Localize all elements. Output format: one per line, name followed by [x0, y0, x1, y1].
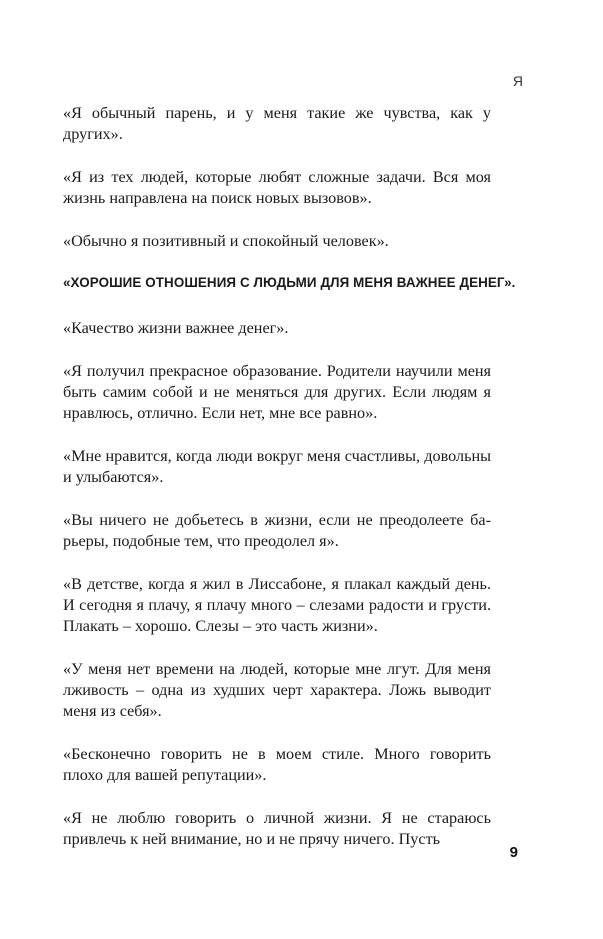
quote-paragraph: «Я не люблю говорить о личной жизни. Я не стараюсь привлечь к ней внимание, но и не прячу ничего. Пусть [63, 809, 491, 848]
quote-paragraph: «Мне нравится, когда люди вокруг меня счастливы, довольны и улыбаются». [63, 447, 491, 486]
page-number: 9 [509, 844, 518, 861]
quote-paragraph: «Я получил прекрасное образование. Родители научили меня быть самим собой и не меняться для других. Если людям я нравлюсь, отлично. Если нет, мне все равно». [63, 362, 491, 422]
quote-paragraph: «В детстве, когда я жил в Лиссабоне, я плакал каждый день. И сегодня я плачу, я плачу много – слезами радости и грусти. Плакать – хорошо. Слезы – это часть жизни». [63, 575, 491, 635]
running-head: Я [512, 73, 523, 89]
quote-paragraph: «Я из тех людей, которые любят сложные задачи. Вся моя жизнь направлена на поиск новых вызовов». [63, 168, 491, 207]
section-heading: «ХОРОШИЕ ОТНОШЕНИЯ С ЛЮДЬМИ ДЛЯ МЕНЯ ВАЖНЕЕ ДЕНЕГ». [63, 275, 516, 290]
quote-paragraph: «Вы ничего не добьетесь в жизни, если не преодолеете барьеры, подобные тем, что преодолел я». [63, 511, 491, 550]
quote-paragraph: «Качество жизни важнее денег». [63, 319, 289, 337]
quote-paragraph: «У меня нет времени на людей, которые мне лгут. Для меня лживость – одна из худших черт характера. Ложь выводит меня из себя». [63, 660, 491, 720]
quote-paragraph: «Бесконечно говорить не в моем стиле. Много говорить плохо для вашей репутации». [63, 745, 491, 784]
quote-paragraph: «Обычно я позитивный и спокойный человек». [63, 232, 389, 250]
quote-paragraph: «Я обычный парень, и у меня такие же чувства, как у других». [63, 104, 491, 143]
page-content [63, 103, 516, 872]
